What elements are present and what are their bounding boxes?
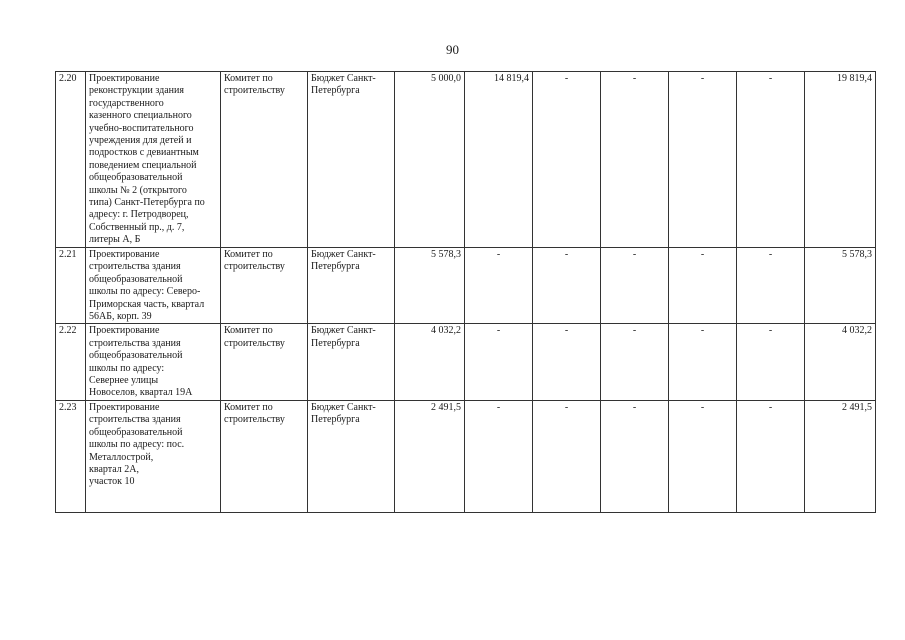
total-value: 5 578,3	[805, 248, 876, 324]
year-4-value: -	[601, 324, 669, 400]
year-2-value: -	[465, 324, 533, 400]
year-6-value: -	[737, 400, 805, 512]
row-number: 2.21	[56, 248, 86, 324]
year-4-value: -	[601, 248, 669, 324]
year-6-value: -	[737, 248, 805, 324]
project-name: Проектирование реконструкции здания государственного казенного специального учебно-воспитательного учреждения для детей и подростков с девиантным поведением специальной общеобразовательной школы № 2 (открытого типа) Санкт-Петербурга по адресу: г. Петродворец, Собственный пр., д. 7, литеры А, Б	[86, 72, 221, 248]
executor: Комитет по строительству	[221, 248, 308, 324]
year-4-value: -	[601, 72, 669, 248]
year-1-value: 2 491,5	[395, 400, 465, 512]
executor: Комитет по строительству	[221, 400, 308, 512]
budget-table	[55, 71, 876, 513]
year-5-value: -	[669, 248, 737, 324]
row-number: 2.23	[56, 400, 86, 512]
total-value: 4 032,2	[805, 324, 876, 400]
year-1-value: 4 032,2	[395, 324, 465, 400]
executor: Комитет по строительству	[221, 324, 308, 400]
funding-source: Бюджет Санкт- Петербурга	[308, 248, 395, 324]
year-3-value: -	[533, 72, 601, 248]
project-name: Проектирование строительства здания общеобразовательной школы по адресу: Севернее улицы Новоселов, квартал 19А	[86, 324, 221, 400]
year-2-value: -	[465, 400, 533, 512]
total-value: 19 819,4	[805, 72, 876, 248]
year-2-value: -	[465, 248, 533, 324]
funding-source: Бюджет Санкт- Петербурга	[308, 72, 395, 248]
table-row	[56, 324, 876, 400]
row-number: 2.22	[56, 324, 86, 400]
year-3-value: -	[533, 324, 601, 400]
year-5-value: -	[669, 400, 737, 512]
year-5-value: -	[669, 324, 737, 400]
project-name: Проектирование строительства здания общеобразовательной школы по адресу: Северо- Приморская часть, квартал 56АБ, корп. 39	[86, 248, 221, 324]
year-6-value: -	[737, 324, 805, 400]
funding-source: Бюджет Санкт- Петербурга	[308, 400, 395, 512]
project-name: Проектирование строительства здания общеобразовательной школы по адресу: пос. Металлострой, квартал 2А, участок 10	[86, 400, 221, 512]
year-5-value: -	[669, 72, 737, 248]
year-3-value: -	[533, 248, 601, 324]
table-row	[56, 400, 876, 512]
table-row	[56, 248, 876, 324]
year-4-value: -	[601, 400, 669, 512]
year-2-value: 14 819,4	[465, 72, 533, 248]
page-number: 90	[446, 42, 459, 57]
funding-source: Бюджет Санкт- Петербурга	[308, 324, 395, 400]
year-1-value: 5 578,3	[395, 248, 465, 324]
year-6-value: -	[737, 72, 805, 248]
total-value: 2 491,5	[805, 400, 876, 512]
executor: Комитет по строительству	[221, 72, 308, 248]
table-row	[56, 72, 876, 248]
row-number: 2.20	[56, 72, 86, 248]
year-3-value: -	[533, 400, 601, 512]
year-1-value: 5 000,0	[395, 72, 465, 248]
